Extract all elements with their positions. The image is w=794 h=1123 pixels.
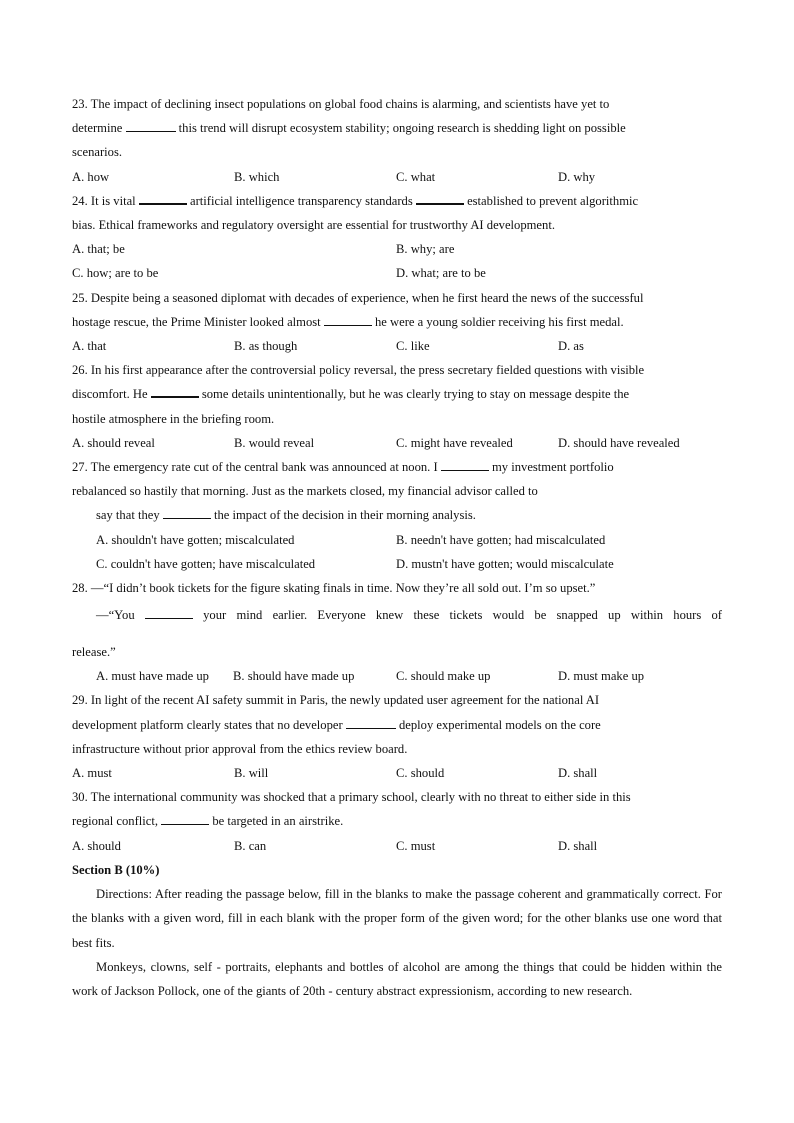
question-text: the impact of the decision in their morning analysis.: [213, 508, 476, 523]
question-23: [72, 92, 722, 189]
options-row: [72, 261, 722, 285]
question-text: your mind earlier. Everyone knew these tickets would be snapped up within hours of: [203, 608, 723, 623]
question-text: The impact of declining insect populations on global food chains is alarming, and scientists have yet to: [90, 97, 610, 111]
question-text: In light of the recent AI safety summit in Paris, the newly updated user agreement for the national AI: [90, 693, 600, 708]
option-c[interactable]: C. must: [396, 838, 436, 853]
option-d[interactable]: D. what; are to be: [396, 266, 486, 281]
question-number: 28.: [72, 581, 88, 596]
question-text: infrastructure without prior approval from the ethics review board.: [72, 741, 408, 756]
answer-blank[interactable]: [346, 714, 396, 729]
option-a[interactable]: A. that: [72, 339, 107, 354]
question-text: Despite being a seasoned diplomat with decades of experience, when he first heard the news of the successful: [90, 290, 644, 305]
question-text: scenarios.: [72, 145, 123, 160]
question-number: 26.: [72, 363, 88, 378]
question-text: established to prevent algorithmic: [467, 193, 639, 208]
option-a[interactable]: A. shouldn't have gotten; miscalculated: [96, 532, 295, 547]
option-d[interactable]: D. should have revealed: [558, 435, 680, 450]
question-number: 24.: [72, 193, 88, 208]
question-text: say that they: [96, 508, 160, 523]
option-b[interactable]: B. would reveal: [234, 435, 315, 450]
answer-blank[interactable]: [441, 456, 489, 471]
answer-blank[interactable]: [163, 504, 211, 519]
option-b[interactable]: B. why; are: [396, 242, 455, 257]
options-row: [72, 165, 722, 189]
question-text: development platform clearly states that no developer: [72, 717, 343, 732]
answer-blank[interactable]: [416, 189, 464, 205]
question-30: [72, 785, 722, 858]
option-c[interactable]: C. what: [396, 169, 436, 184]
options-row: [72, 334, 722, 358]
answer-blank[interactable]: [324, 311, 372, 326]
answer-blank[interactable]: [151, 382, 199, 398]
option-c[interactable]: C. might have revealed: [396, 435, 513, 450]
options-row: [72, 528, 722, 552]
question-number: 27.: [72, 460, 88, 475]
question-text: hostile atmosphere in the briefing room.: [72, 411, 275, 426]
question-text: regional conflict,: [72, 814, 159, 829]
options-row: [72, 431, 722, 455]
answer-blank[interactable]: [145, 604, 193, 619]
passage-paragraph: Monkeys, clowns, self - portraits, elephants and bottles of alcohol are among the things that could be hidden within the work of Jackson Pollock, one of the giants of 20th - century abstract expressionism, according to new research.: [72, 959, 722, 998]
option-a[interactable]: A. must: [72, 766, 112, 781]
question-number: 30.: [72, 790, 88, 805]
question-text: hostage rescue, the Prime Minister looked almost: [72, 314, 321, 329]
options-row: [72, 237, 722, 261]
question-text: In his first appearance after the controversial policy reversal, the press secretary fielded questions with visible: [90, 363, 645, 378]
question-text: The international community was shocked that a primary school, clearly with no threat to either side in this: [90, 790, 631, 805]
answer-blank[interactable]: [139, 189, 187, 205]
option-a[interactable]: A. should reveal: [72, 435, 155, 450]
question-text: —“I didn’t book tickets for the figure skating finals in time. Now they’re all sold out. I’m so upset.”: [90, 581, 596, 596]
question-29: [72, 688, 722, 785]
question-24: [72, 189, 722, 286]
option-c[interactable]: C. should make up: [396, 669, 491, 684]
option-d[interactable]: D. why: [558, 169, 596, 184]
option-b[interactable]: B. which: [234, 169, 280, 184]
section-b: [72, 858, 722, 1003]
exam-page: [72, 92, 722, 1003]
question-text: The emergency rate cut of the central bank was announced at noon. I: [90, 460, 438, 475]
question-text: determine: [72, 121, 123, 136]
option-b[interactable]: B. as though: [234, 339, 298, 354]
option-b[interactable]: B. needn't have gotten; had miscalculated: [396, 532, 606, 547]
option-c[interactable]: C. couldn't have gotten; have miscalculated: [96, 556, 316, 571]
options-row: [72, 664, 722, 688]
options-row: [72, 834, 722, 858]
question-text: It is vital: [90, 193, 136, 208]
question-text: be targeted in an airstrike.: [212, 814, 344, 829]
question-text: deploy experimental models on the core: [398, 717, 601, 732]
option-a[interactable]: A. should: [72, 838, 121, 853]
option-d[interactable]: D. shall: [558, 838, 598, 853]
question-text: rebalanced so hastily that morning. Just as the markets closed, my financial advisor called to: [72, 484, 538, 499]
option-d[interactable]: D. mustn't have gotten; would miscalculate: [396, 556, 614, 571]
question-text: some details unintentionally, but he was clearly trying to stay on message despite the: [201, 387, 630, 402]
option-a[interactable]: A. how: [72, 169, 110, 184]
section-heading: Section B (10%): [72, 862, 160, 877]
option-d[interactable]: D. must make up: [558, 669, 645, 684]
question-25: [72, 286, 722, 359]
question-27: [72, 455, 722, 576]
question-number: 23.: [72, 97, 88, 111]
question-text: my investment portfolio: [491, 460, 614, 475]
section-directions: Directions: After reading the passage below, fill in the blanks to make the passage coherent and grammatically correct. For the blanks with a given word, fill in each blank with the proper form of the given word; for the other blanks use one word that best fits.: [72, 887, 722, 950]
option-a[interactable]: A. that; be: [72, 242, 125, 257]
question-26: [72, 358, 722, 455]
question-text: discomfort. He: [72, 387, 148, 402]
option-d[interactable]: D. as: [558, 339, 584, 354]
question-text: he were a young soldier receiving his first medal.: [374, 314, 624, 329]
options-row: [72, 761, 722, 785]
question-number: 25.: [72, 290, 88, 305]
option-c[interactable]: C. how; are to be: [72, 266, 159, 281]
question-text: artificial intelligence transparency standards: [190, 193, 413, 208]
option-d[interactable]: D. shall: [558, 766, 598, 781]
option-a[interactable]: A. must have made up: [96, 669, 209, 684]
question-text: release.”: [72, 645, 116, 660]
option-b[interactable]: B. will: [234, 766, 269, 781]
question-number: 29.: [72, 693, 88, 708]
option-c[interactable]: C. should: [396, 766, 445, 781]
question-text: bias. Ethical frameworks and regulatory oversight are essential for trustworthy AI development.: [72, 218, 555, 233]
option-b[interactable]: B. can: [234, 838, 267, 853]
option-b[interactable]: B. should have made up: [233, 669, 355, 684]
question-28: [72, 576, 722, 688]
question-text: —“You: [96, 608, 135, 623]
answer-blank[interactable]: [126, 117, 176, 132]
options-row: [72, 552, 722, 576]
question-text: this trend will disrupt ecosystem stability; ongoing research is shedding light on possible: [178, 121, 626, 136]
answer-blank[interactable]: [161, 810, 209, 825]
option-c[interactable]: C. like: [396, 339, 430, 354]
